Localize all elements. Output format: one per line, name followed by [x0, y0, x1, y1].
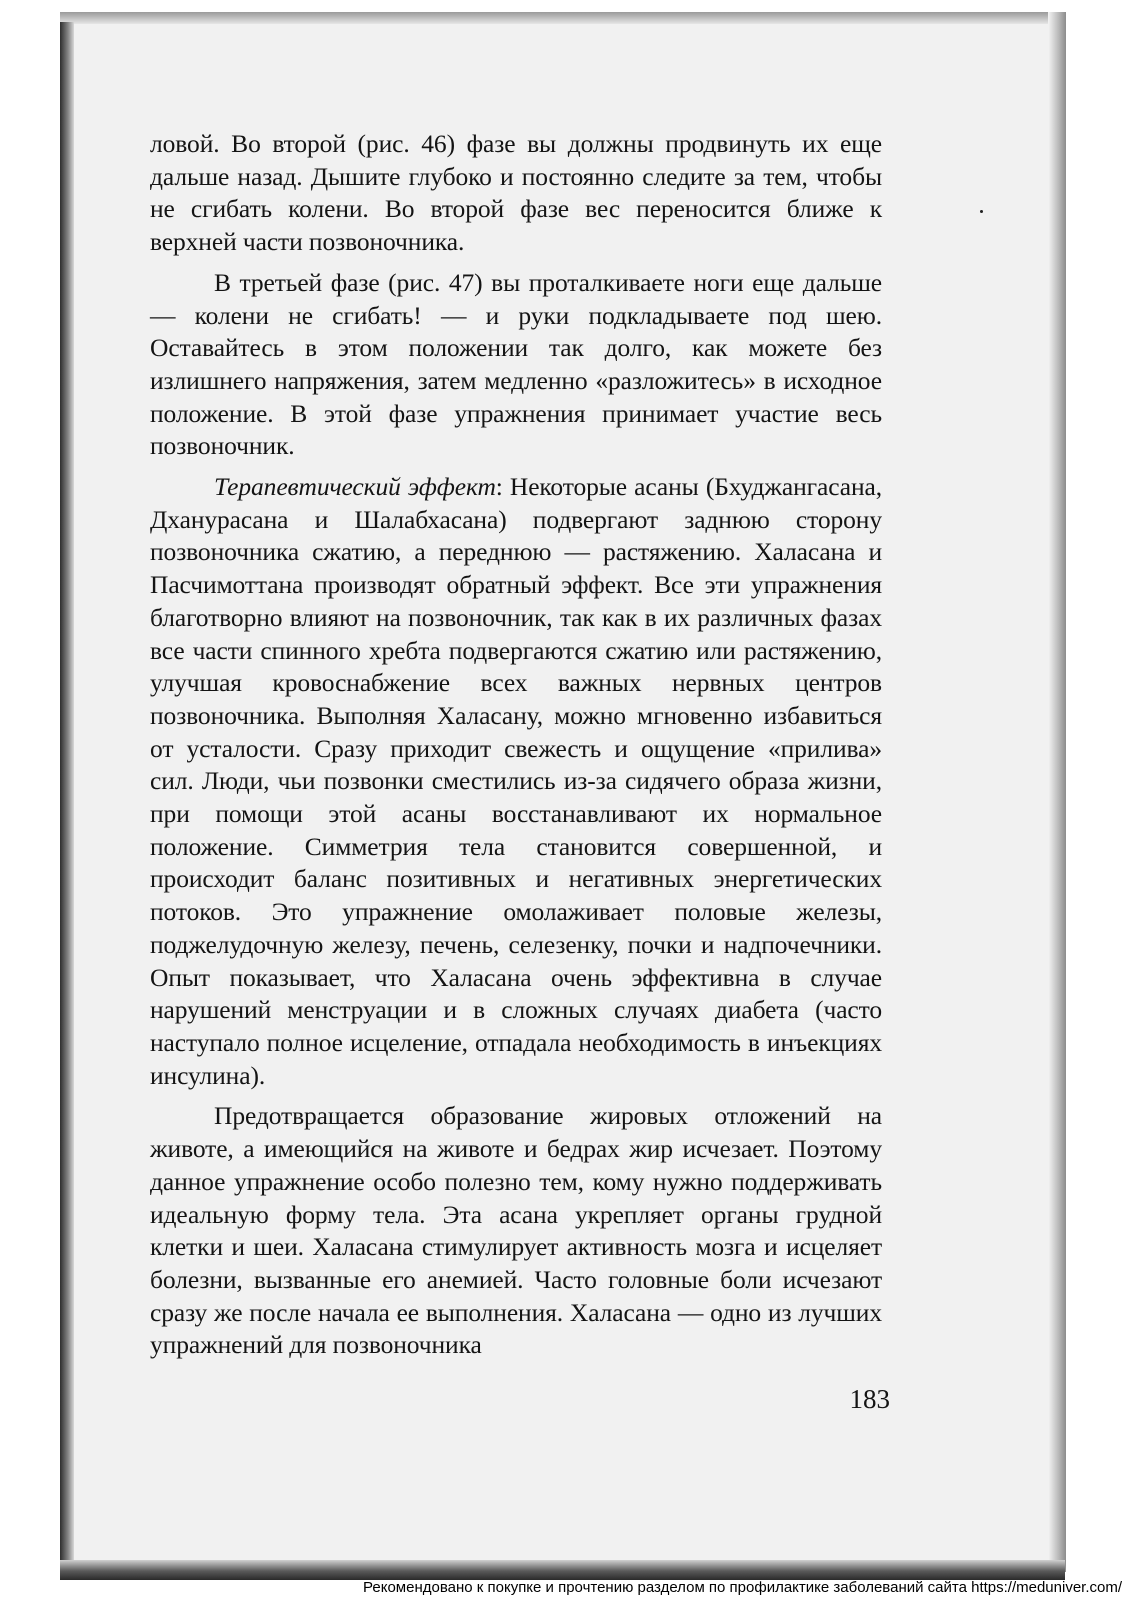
footer-banner[interactable]: Рекомендовано к покупке и прочтению разделом по профилактике заболеваний сайта https://meduniver.com/ — [363, 1579, 1122, 1596]
paragraph-4: Предотвращается образование жировых отложений на животе, а имеющийся на животе и бедрах жир исчезает. Поэтому данное упражнение особо полезно тем, кому нужно поддерживать идеальную форму тела. Эта асана укрепляет органы грудной клетки и шеи. Халасана стимулирует активность мозга и исцеляет болезни, вызванные его анемией. Часто головные боли исчезают сразу же после начала ее выполнения. Халасана — одно из лучших упражнений для позвоночника — [150, 1101, 882, 1360]
paragraph-2: В третьей фазе (рис. 47) вы проталкиваете ноги еще дальше — колени не сгибать! — и руки подкладываете под шею. Оставайтесь в этом положении так долго, как можете без излишнего напряжения, затем медленно «разложитесь» в исходное положение. В этой фазе упражнения принимает участие весь позвоночник. — [150, 267, 882, 461]
scan-right-edge — [1048, 12, 1066, 1572]
scan-speck — [980, 210, 983, 213]
book-binding-shadow — [60, 22, 74, 1580]
paragraph-1: ловой. Во второй (рис. 46) фазе вы должны продвинуть их еще дальше назад. Дышите глубоко и постоянно следите за тем, чтобы не сгибать колени. Во второй фазе вес переносится ближе к верхней части позвоночника. — [150, 129, 882, 257]
page-number: 183 — [849, 1384, 890, 1414]
paragraph-lead-italic: Терапевтический эффект — [214, 472, 496, 502]
paragraph-3-text: : Некоторые асаны (Бхуджангасана, Дханурасана и Шалабхасана) подвергают заднюю сторону позвоночника сжатию, а переднюю — растяжению. Халасана и Пасчимоттана производят обратный эффект. Все эти упражнения благотворно влияют на позвоночник, так как в их различных фазах все части спинного хребта подвергаются сжатию или растяжению, улучшая кровоснабжение всех важных нервных центров позвоночника. Выполняя Халасану, можно мгновенно избавиться от усталости. Сразу приходит свежесть и ощущение «прилива» сил. Люди, чьи позвонки сместились из-за сидячего образа жизни, при помощи этой асаны восстанавливают их нормальное положение. Симметрия тела становится совершенной, и происходит баланс позитивных и негативных энергетических потоков. Это упражнение омолаживает половые железы, поджелудочную железу, печень, селезенку, почки и надпочечники. Опыт показывает, что Халасана очень эффективна в случае нарушений менструации и в сложных случаях диабета (часто наступало полное исцеление, отпадала необходимость в инъекциях инсулина). — [150, 472, 883, 1090]
scan-top-edge — [60, 12, 1065, 24]
body-text — [150, 128, 882, 1370]
paragraph-3 — [150, 471, 882, 1092]
